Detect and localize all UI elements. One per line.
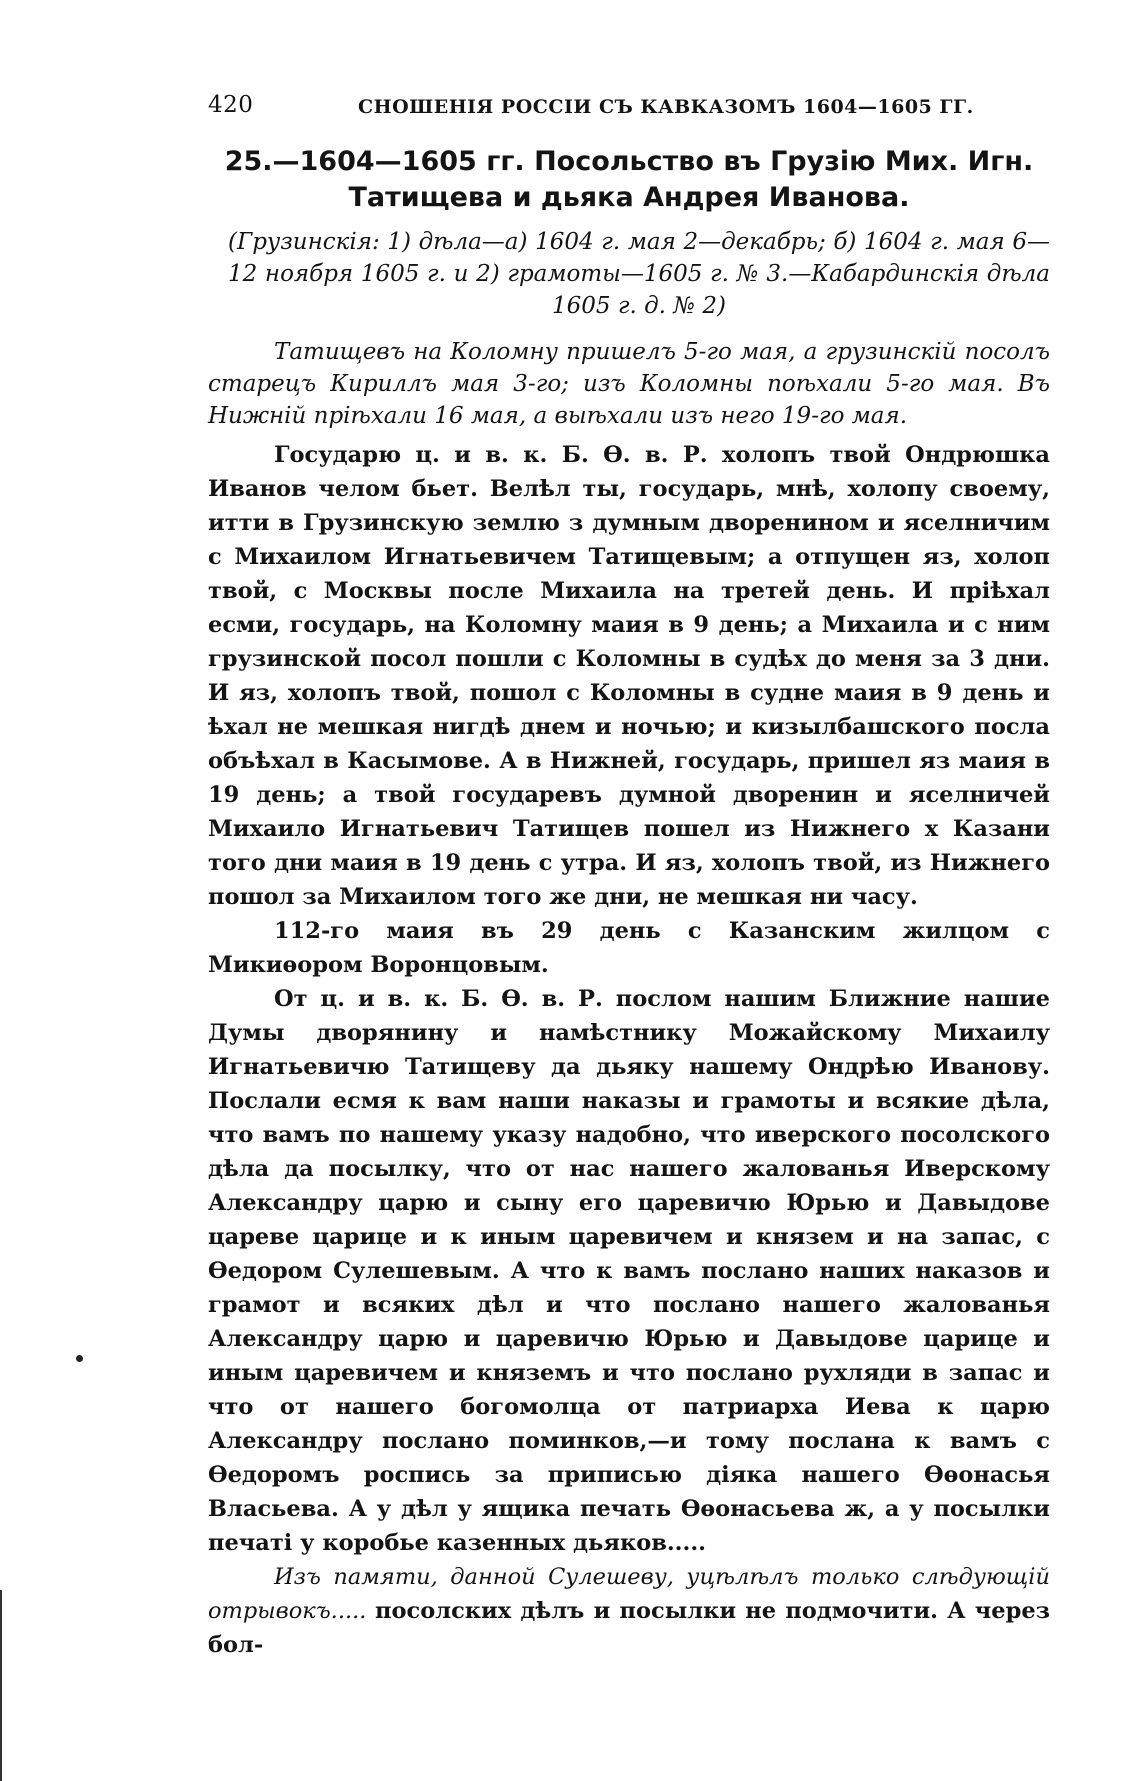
running-title: СНОШЕНІЯ РОССІИ СЪ КАВКАЗОМЪ 1604—1605 ГГ. (358, 96, 974, 118)
body-paragraph-2: 112-го маия въ 29 день с Казанским жилцом с Микиѳором Воронцовым. (208, 918, 1050, 978)
body-paragraph-3: От ц. и в. к. Б. Ѳ. в. Р. послом нашим Ближние нашие Думы дворянину и намѣстнику Можайскому Михаилу Игнатьевичю Татищеву да дьяку нашему Ондрѣю Иванову. Послали есмя к вам наши наказы и грамоты и всякие дѣла, что вамъ по нашему указу надобно, что иверского посолского дѣла да посылку, что от нас нашего жалованья Иверскому Александру царю и сыну его царевичю Юрью и Давыдове цареве царице и к иным царевичем и князем и на запас, с Ѳедором Сулешевым. А что к вамъ послано наших наказов и грамот и всяких дѣл и что послано нашего жалованья Александру царю и царевичю Юрью и Давыдове царице и иным царевичем и княземъ и что послано рухляди в запас и что от нашего богомолца от патриарха Иева к царю Александру послано поминков,—и тому послана к вамъ с Ѳедоромъ роспись за приписью діяка нашего Ѳѳонасья Власьева. А у дѣл у ящика печать Ѳѳонасьева ж, а у посылки печаті у коробье казенных дьяков..... (208, 986, 1050, 1556)
scan-edge-rule (0, 1590, 2, 1781)
editorial-summary: Татищевъ на Коломну пришелъ 5-го мая, а грузинскій посолъ старецъ Кириллъ мая 3-го; изъ Коломны поѣхали 5-го мая. Въ Нижній пріѣхали 16 мая, а выѣхали изъ него 19-го мая. (208, 339, 1050, 429)
page-number: 420 (208, 92, 254, 118)
running-head (208, 92, 1050, 132)
margin-dot (76, 1355, 83, 1362)
excerpt-intro-text: посолских дѣлъ и посылки не подмочити. А через бол- (208, 1598, 1050, 1658)
excerpt-paragraph (208, 1560, 1050, 1662)
body-paragraph-1: Государю ц. и в. к. Б. Ѳ. в. Р. холопъ твой Ондрюшка Иванов челом бьет. Велѣл ты, государь, мнѣ, холопу своему, итти в Грузинскую землю з думным дворенином и яселничим с Михаилом Игнатьевичем Татищевым; а отпущен яз, холоп твой, с Москвы после Михаила на третей день. И пріѣхал есми, государь, на Коломну маия в 9 день; а Михаила и с ним грузинской посол пошли с Коломны в судѣх до меня за 3 дни. И яз, холопъ твой, пошол с Коломны в судне маия в 9 день и ѣхал не мешкая нигдѣ днем и ночью; и кизылбашского посла объѣхал в Касымове. А в Нижней, государь, пришел яз маия в 19 день; а твой государевъ думной дворенин и яселничей Михаило Игнатьевич Татищев пошел из Нижнего х Казани того дни маия в 19 день с утра. И яз, холопъ твой, из Нижнего пошол за Михаилом того же дни, не мешкая ни часу. (208, 442, 1050, 910)
book-page (208, 92, 1050, 1662)
excerpt-intro-italic: Изъ памяти, данной Сулешеву, уцѣлѣлъ только слѣдующій отрывокъ..... (208, 1564, 1050, 1624)
archival-sources: (Грузинскія: 1) дѣла—а) 1604 г. мая 2—декабрь; б) 1604 г. мая 6—12 ноября 1605 г. и 2) грамоты—1605 г. № 3.—Кабардинскія дѣла 1605 г. д. № 2) (228, 229, 1050, 319)
document-title: 25.—1604—1605 гг. Посольство въ Грузію Мих. Игн. Татищева и дьяка Андрея Иванова. (224, 146, 1034, 213)
